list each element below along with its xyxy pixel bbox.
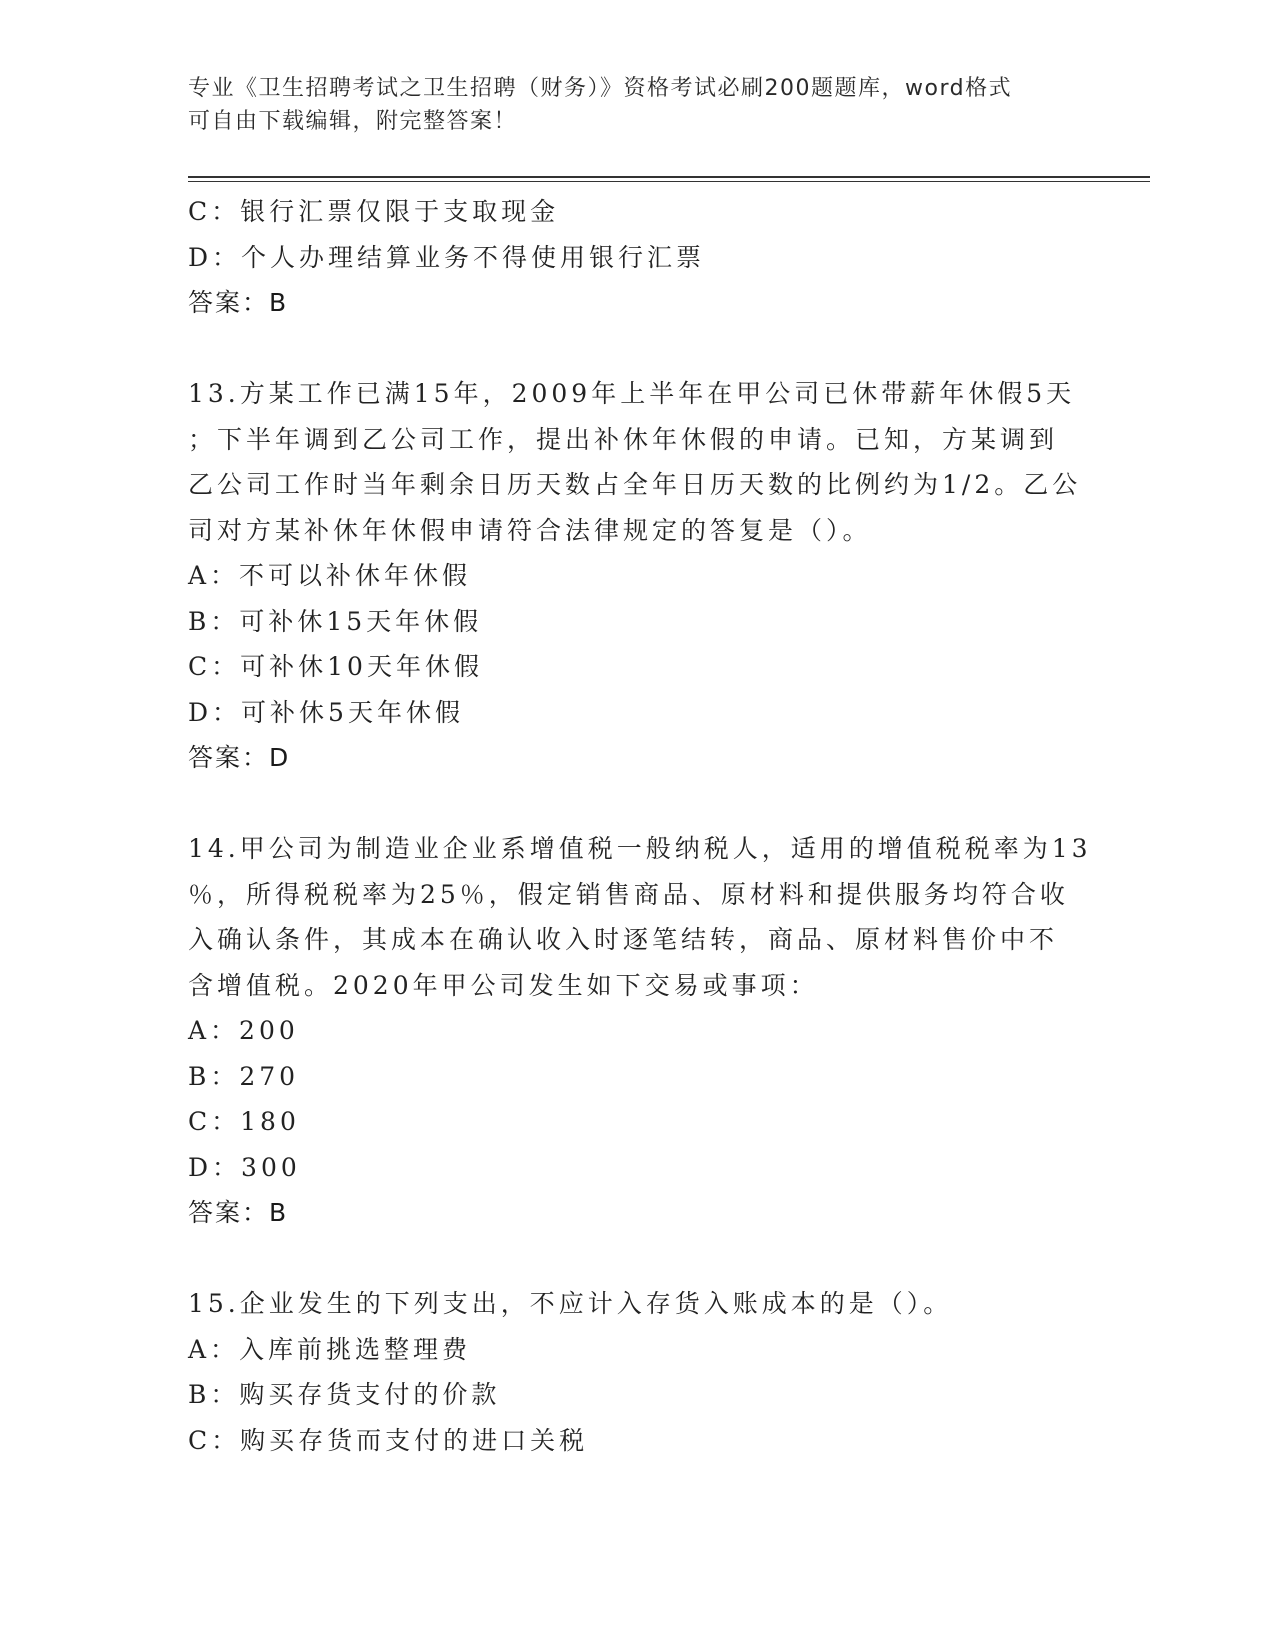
answer-line: 答案：D	[188, 743, 291, 772]
option-a: A：入库前挑选整理费	[188, 1334, 472, 1364]
document-body	[188, 189, 1092, 1463]
page-header	[188, 72, 1088, 138]
option-a: A：不可以补休年休假	[188, 561, 472, 590]
question-stem-line: 15.企业发生的下列支出，不应计入存货入账成本的是（）。	[188, 1289, 953, 1318]
option-b: B：购买存货支付的价款	[188, 1380, 501, 1409]
option-b: B：可补休15天年休假	[188, 606, 483, 636]
question-14	[188, 826, 1092, 1236]
option-d: D：个人办理结算业务不得使用银行汇票	[188, 242, 706, 272]
option-d: D：可补休5天年休假	[188, 697, 464, 727]
question-stem-line: 入确认条件，其成本在确认收入时逐笔结转，商品、原材料售价中不	[188, 925, 1059, 954]
header-divider-thick	[188, 176, 1150, 178]
option-d: D：300	[188, 1152, 301, 1182]
option-c: C：可补休10天年休假	[188, 652, 483, 681]
option-a: A：200	[188, 1016, 299, 1045]
option-b: B：270	[188, 1061, 300, 1091]
answer-line: 答案：B	[188, 288, 289, 317]
question-stem-line: 含增值税。2020年甲公司发生如下交易或事项：	[188, 970, 819, 1000]
spacer	[188, 781, 1088, 827]
spacer	[188, 326, 1088, 372]
question-12-tail	[188, 189, 1088, 326]
question-stem-line: ；下半年调到乙公司工作，提出补休年休假的申请。已知，方某调到	[188, 424, 1059, 454]
question-stem-line: 14.甲公司为制造业企业系增值税一般纳税人，适用的增值税税率为13	[188, 834, 1092, 863]
question-stem-line: 司对方某补休年休假申请符合法律规定的答复是（）。	[188, 515, 872, 545]
option-c: C：购买存货而支付的进口关税	[188, 1425, 589, 1455]
question-13	[188, 371, 1088, 781]
option-c: C：银行汇票仅限于支取现金	[188, 197, 560, 226]
question-15	[188, 1281, 1088, 1463]
question-stem-line: ％，所得税税率为25％，假定销售商品、原材料和提供服务均符合收	[188, 879, 1069, 909]
option-c: C：180	[188, 1107, 300, 1136]
spacer	[188, 1236, 1088, 1282]
question-stem-line: 13.方某工作已满15年，2009年上半年在甲公司已休带薪年休假5天	[188, 379, 1076, 408]
question-stem-line: 乙公司工作时当年剩余日历天数占全年日历天数的比例约为1/2。乙公	[188, 470, 1082, 499]
header-title-line-2: 可自由下载编辑，附完整答案！	[188, 109, 518, 134]
header-divider-thin	[188, 181, 1150, 182]
answer-line: 答案：B	[188, 1198, 289, 1227]
header-title-line-1: 专业《卫生招聘考试之卫生招聘（财务）》资格考试必刷200题题库，word格式	[188, 76, 1013, 101]
